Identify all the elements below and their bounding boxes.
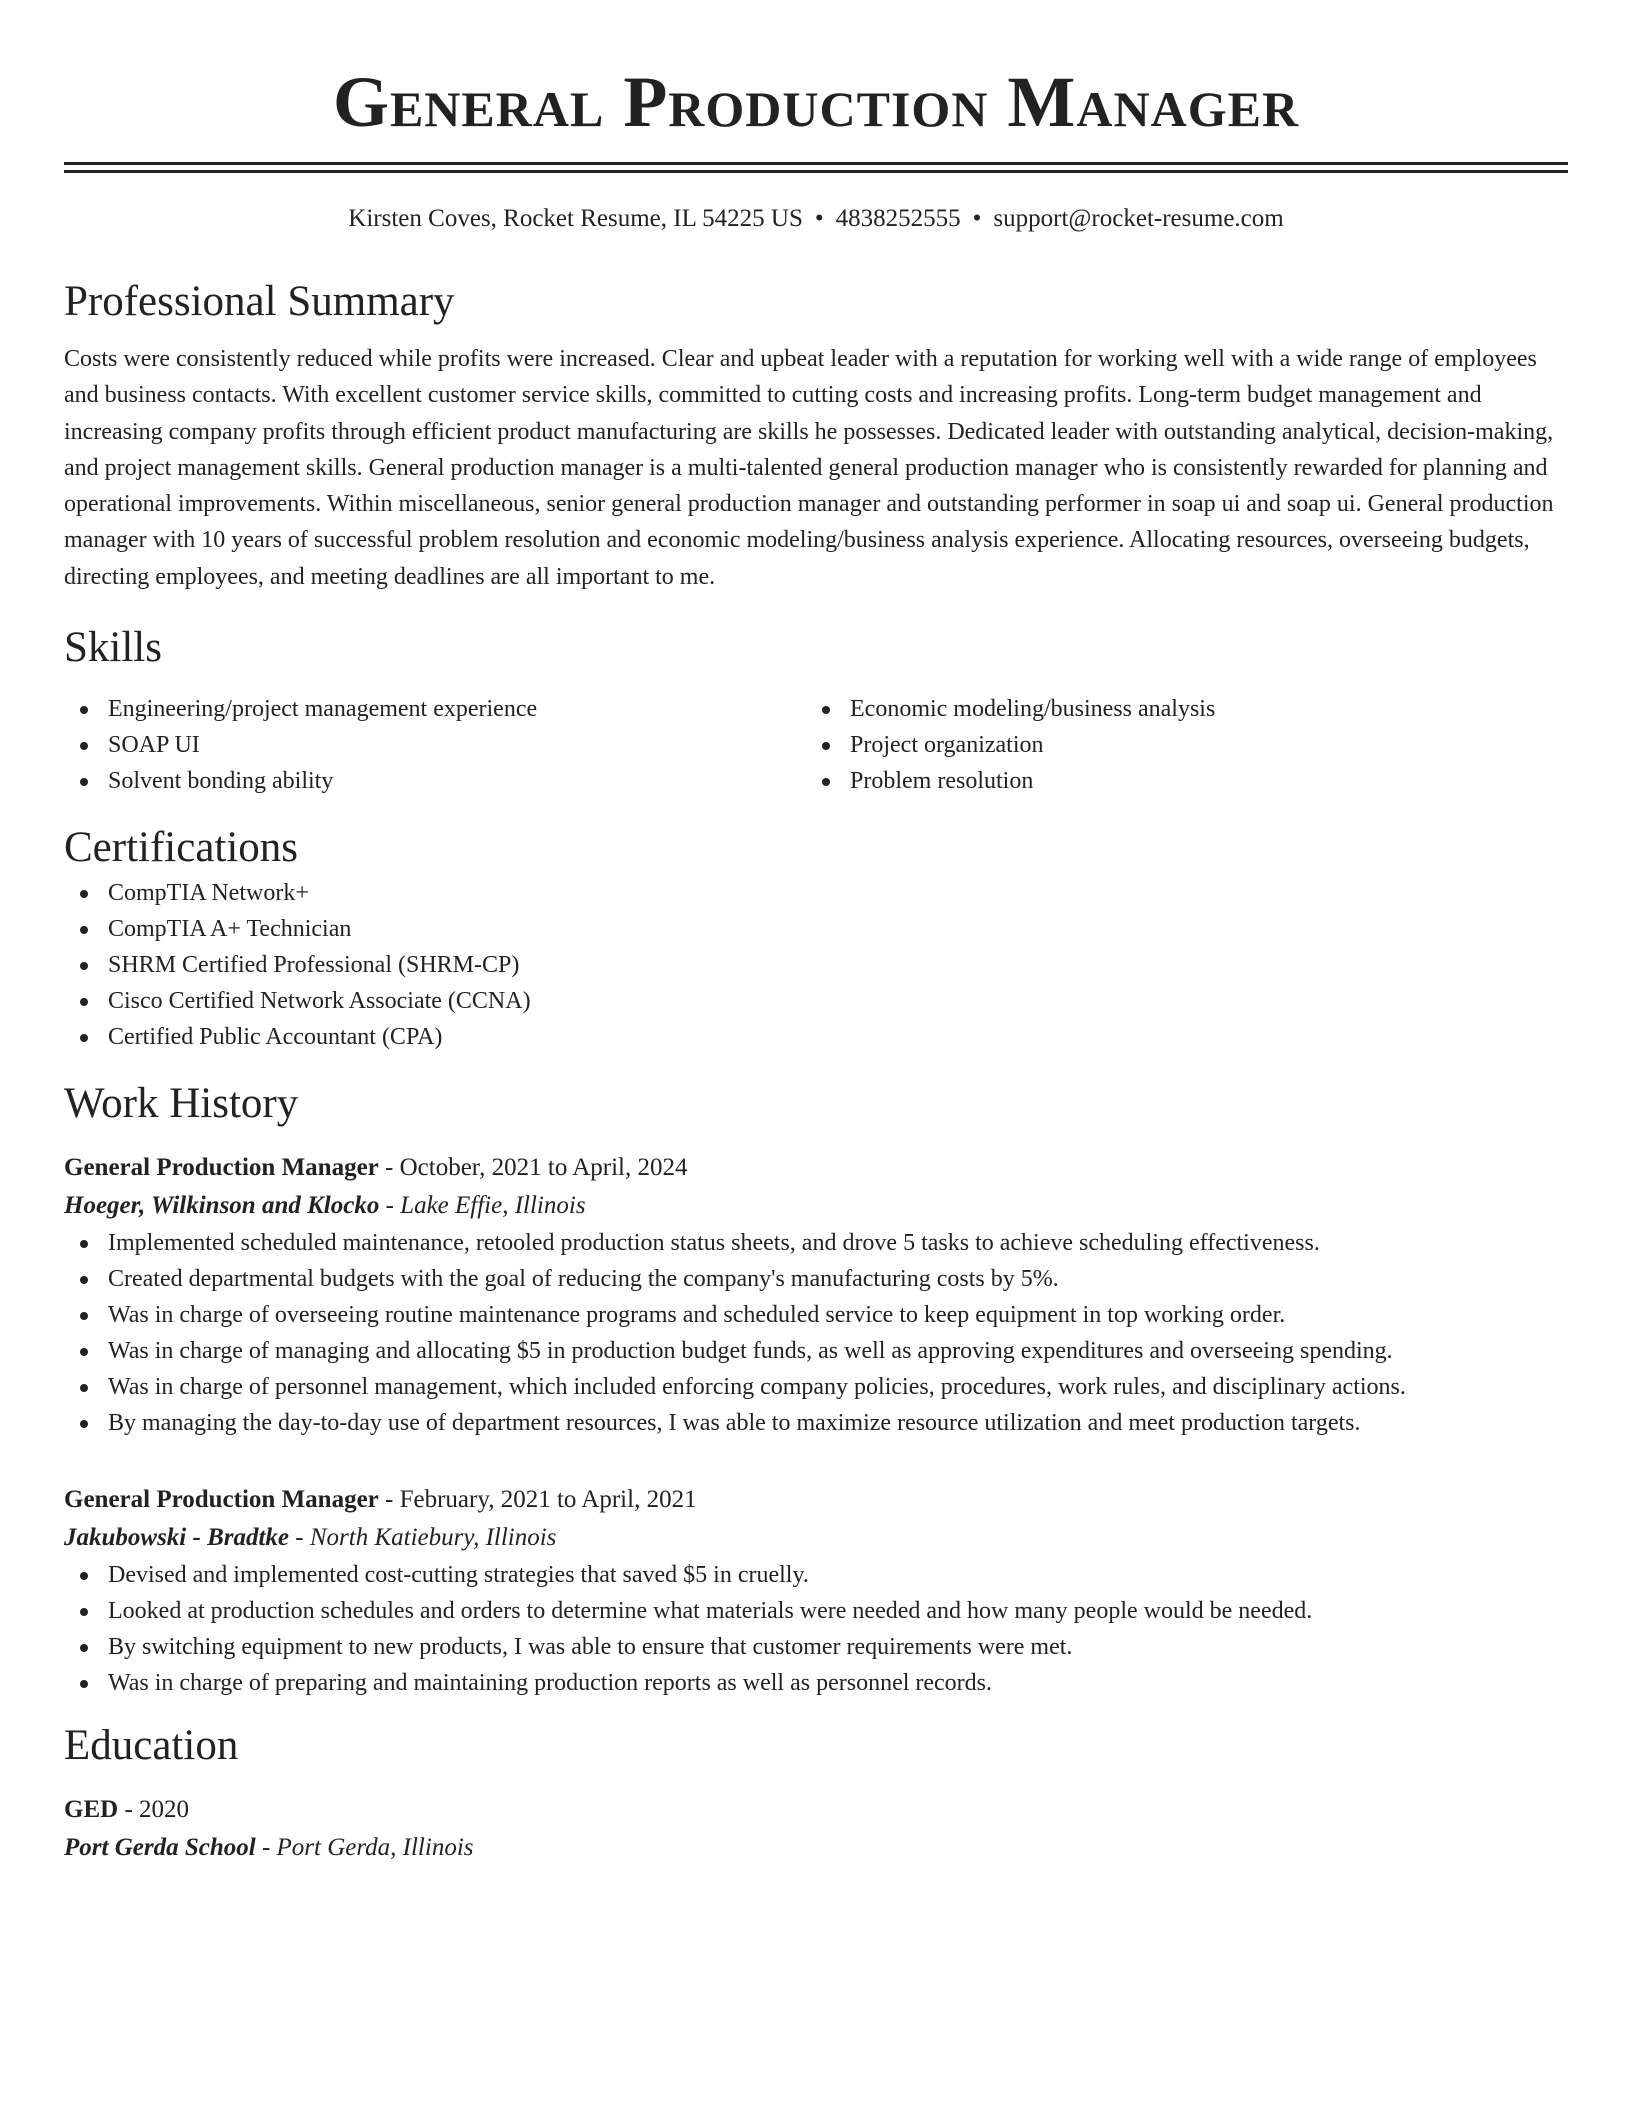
skill-item: Project organization — [806, 727, 1548, 763]
certification-item: Cisco Certified Network Associate (CCNA) — [64, 983, 1568, 1019]
job-location: - North Katiebury, Illinois — [289, 1524, 557, 1552]
job-entry — [64, 1481, 1568, 1701]
contact-separator: • — [814, 205, 824, 232]
job-bullet: Was in charge of overseeing routine maintenance programs and scheduled service to keep equipment in top working order. — [64, 1297, 1568, 1333]
job-bullets — [64, 1225, 1568, 1441]
job-bullet: Created departmental budgets with the goal of reducing the company's manufacturing costs by 5%. — [64, 1261, 1568, 1297]
summary-text: Costs were consistently reduced while profits were increased. Clear and upbeat leader with a reputation for working well with a wide range of employees and business contacts. With excellent customer service skills, committed to cutting costs and increasing profits. Long-term budget management and increasing company profits through efficient product manufacturing are skills he possesses. Dedicated leader with outstanding analytical, decision-making, and project management skills. General production manager is a multi-talented general production manager who is consistently rewarded for planning and operational improvements. Within miscellaneous, senior general production manager and outstanding performer in soap ui and soap ui. General production manager with 10 years of successful problem resolution and economic modeling/business analysis experience. Allocating resources, overseeing budgets, directing employees, and meeting deadlines are all important to me. — [64, 346, 1554, 590]
job-bullet: Was in charge of personnel management, which included enforcing company policies, procedures, work rules, and disciplinary actions. — [64, 1369, 1568, 1405]
job-bullet: By switching equipment to new products, I was able to ensure that customer requirements were met. — [64, 1629, 1568, 1665]
skill-item: SOAP UI — [64, 727, 806, 763]
skill-item: Economic modeling/business analysis — [806, 691, 1548, 727]
job-company: Jakubowski - Bradtke — [64, 1524, 290, 1552]
job-company-line — [64, 1187, 1568, 1225]
contact-phone: 4838252555 — [835, 205, 961, 232]
job-location: - Lake Effie, Illinois — [379, 1192, 586, 1220]
education-year: - 2020 — [118, 1796, 190, 1824]
certification-item: Certified Public Accountant (CPA) — [64, 1019, 1568, 1055]
certification-item: CompTIA Network+ — [64, 875, 1568, 911]
education-entry — [64, 1791, 1568, 1867]
work-history-heading: Work History — [64, 1080, 299, 1128]
certifications-heading: Certifications — [64, 824, 299, 872]
resume-title: General Production Manager — [332, 62, 1300, 142]
skills-heading: Skills — [64, 624, 162, 672]
job-dates: - February, 2021 to April, 2021 — [378, 1486, 697, 1514]
job-bullet: Was in charge of preparing and maintaining production reports as well as personnel records. — [64, 1665, 1568, 1701]
job-bullet: By managing the day-to-day use of department resources, I was able to maximize resource utilization and meet production targets. — [64, 1405, 1568, 1441]
job-bullet: Looked at production schedules and orders to determine what materials were needed and how many people would be needed. — [64, 1593, 1568, 1629]
contact-address: Kirsten Coves, Rocket Resume, IL 54225 US — [348, 205, 803, 232]
certification-item: CompTIA A+ Technician — [64, 911, 1568, 947]
job-company-line — [64, 1519, 1568, 1557]
education-school: Port Gerda School — [64, 1834, 256, 1862]
job-bullet: Devised and implemented cost-cutting strategies that saved $5 in cruelly. — [64, 1557, 1568, 1593]
job-bullet: Implemented scheduled maintenance, retooled production status sheets, and drove 5 tasks to achieve scheduling effectiveness. — [64, 1225, 1568, 1261]
skill-item: Problem resolution — [806, 763, 1548, 799]
summary-heading: Professional Summary — [64, 278, 455, 325]
certification-item: SHRM Certified Professional (SHRM-CP) — [64, 947, 1568, 983]
job-title-line — [64, 1149, 1568, 1187]
skill-item: Solvent bonding ability — [64, 763, 806, 799]
job-title: General Production Manager — [64, 1486, 379, 1514]
skills-list-left — [64, 691, 806, 799]
job-bullets — [64, 1557, 1568, 1701]
skills-list-right — [806, 691, 1548, 799]
job-bullet: Was in charge of managing and allocating $5 in production budget funds, as well as approving expenditures and overseeing spending. — [64, 1333, 1568, 1369]
skills-columns — [64, 691, 1568, 799]
education-degree-line — [64, 1791, 1568, 1829]
job-title: General Production Manager — [64, 1154, 379, 1182]
resume-page — [64, 0, 1568, 1867]
education-school-line — [64, 1829, 1568, 1867]
skill-item: Engineering/project management experience — [64, 691, 806, 727]
title-divider — [64, 162, 1568, 173]
education-degree: GED — [64, 1796, 119, 1824]
contact-line — [64, 203, 1568, 235]
job-dates: - October, 2021 to April, 2024 — [378, 1154, 688, 1182]
job-title-line — [64, 1481, 1568, 1519]
job-company: Hoeger, Wilkinson and Klocko — [64, 1192, 380, 1220]
certifications-list — [64, 875, 1568, 1055]
education-location: - Port Gerda, Illinois — [255, 1834, 474, 1862]
education-heading: Education — [64, 1722, 239, 1770]
contact-email: support@rocket-resume.com — [993, 205, 1284, 232]
contact-separator: • — [972, 205, 982, 232]
job-entry — [64, 1149, 1568, 1441]
